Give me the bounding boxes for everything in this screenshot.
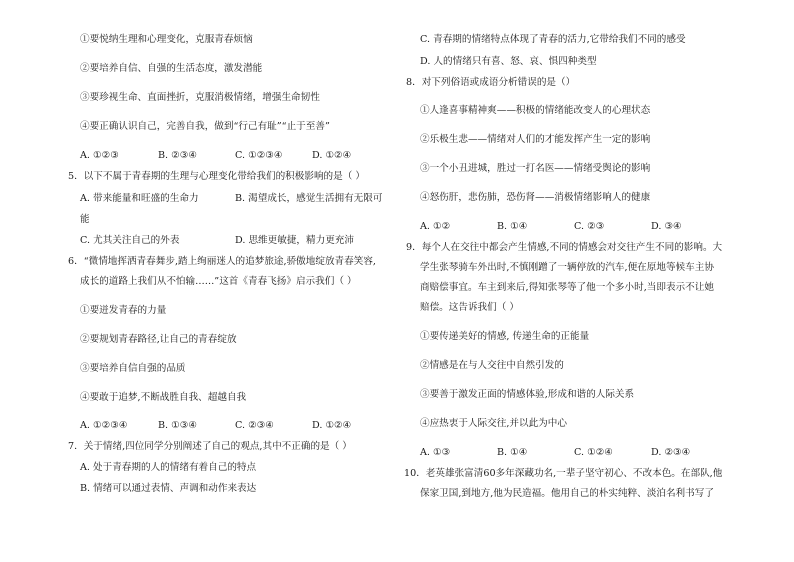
q4-item-3: ③要珍视生命、直面挫折，克服消极情绪，增强生命韧性: [80, 92, 320, 103]
q4-option-d: D. ①②④: [312, 150, 352, 161]
q10-stem-line-2: 保家卫国,到地方,他为民造福。他用自己的朴实纯粹、淡泊名利书写了: [420, 488, 714, 499]
q9-stem-line-3: 商赔偿事宜。车主到来后,得知张琴等了他一个多小时,当即表示不让她: [420, 282, 714, 293]
q5-option-c: C. 尤其关注自己的外表: [80, 235, 180, 246]
q8-option-b: B. ①④: [497, 221, 528, 232]
q5-option-a: A. 带来能量和旺盛的生命力: [80, 193, 199, 204]
q5-option-b: B. 渴望成长，感觉生活拥有无限可: [235, 193, 383, 204]
q6-item-3: ③要培养自信自强的品质: [80, 363, 186, 374]
q6-option-c: C. ②③④: [235, 420, 274, 431]
q4-item-1: ①要悦纳生理和心理变化，克服青春烦恼: [80, 34, 253, 45]
q8-option-c: C. ②③: [574, 221, 605, 232]
q4-item-4: ④要正确认识自己，完善自我，做到“行己有耻”“止于至善”: [80, 121, 330, 132]
q6-option-b: B. ①③④: [158, 420, 197, 431]
q5-stem: 5．以下不属于青春期的生理与心理变化带给我们的积极影响的是（ ）: [68, 171, 365, 182]
q9-stem-line-4: 赔偿。这告诉我们（ ）: [420, 302, 519, 313]
q6-item-2: ②要规划青春路径,让自己的青春绽放: [80, 334, 237, 345]
q9-option-d: D. ②③④: [651, 447, 691, 458]
q9-item-4: ④应热衷于人际交往,并以此为中心: [420, 418, 567, 429]
q9-item-2: ②情感是在与人交往中自然引发的: [420, 360, 564, 371]
q9-stem-line-1: 9．每个人在交往中都会产生情感,不同的情感会对交往产生不同的影响。大: [406, 242, 723, 253]
q9-option-b: B. ①④: [497, 447, 528, 458]
q9-option-c: C. ①②④: [574, 447, 613, 458]
q6-option-d: D. ①②④: [312, 420, 352, 431]
q8-item-4: ④怒伤肝，悲伤肺，恐伤肾——消极情绪影响人的健康: [420, 192, 651, 203]
q6-option-a: A. ①②③④: [80, 420, 128, 431]
q7-stem: 7．关于情绪,四位同学分别阐述了自己的观点,其中不正确的是（ ）: [68, 441, 352, 452]
q8-option-a: A. ①②: [420, 221, 451, 232]
q7-option-a: A. 处于青春期的人的情绪有着自己的特点: [80, 462, 257, 473]
q6-stem-line-2: 成长的道路上我们从不怕输……”这首《青春飞扬》启示我们（ ）: [80, 276, 357, 287]
q9-stem-line-2: 学生张琴骑车外出时,不慎刚蹭了一辆停放的汽车,便在原地等候车主协: [420, 262, 714, 273]
q8-stem: 8．对下列俗语或成语分析错误的是（）: [406, 77, 576, 88]
q8-item-1: ①人逢喜事精神爽——积极的情绪能改变人的心理状态: [420, 105, 651, 116]
q9-item-3: ③要善于激发正面的情感体验,形成和谐的人际关系: [420, 389, 635, 400]
q4-option-b: B. ②③④: [158, 150, 197, 161]
q5-option-b-continued: 能: [80, 214, 90, 225]
q10-stem-line-1: 10．老英雄张富清60多年深藏功名,一辈子坚守初心、不改本色。在部队,他: [404, 468, 723, 479]
q4-option-c: C. ①②③④: [235, 150, 283, 161]
q4-item-2: ②要培养自信、自强的生活态度，激发潜能: [80, 63, 263, 74]
q6-item-1: ①要迸发青春的力量: [80, 305, 167, 316]
q7-option-d: D. 人的情绪只有喜、怒、哀、惧四种类型: [420, 56, 597, 67]
q6-stem-line-1: 6．“微情地挥洒青春舞步,踏上绚丽迷人的追梦旅途,骄傲地绽放青春笑容,: [68, 256, 376, 267]
q4-option-a: A. ①②③: [80, 150, 119, 161]
q5-option-d: D. 思维更敏捷，精力更充沛: [235, 235, 354, 246]
q8-item-2: ②乐极生悲——情绪对人们的才能发挥产生一定的影响: [420, 134, 651, 145]
q9-item-1: ①要传递美好的情感, 传递生命的正能量: [420, 331, 590, 342]
q7-option-c: C. 青春期的情绪特点体现了青春的活力,它带给我们不同的感受: [420, 34, 686, 45]
q9-option-a: A. ①③: [420, 447, 451, 458]
q6-item-4: ④要敢于追梦,不断战胜自我、超越自我: [80, 392, 247, 403]
q7-option-b: B. 情绪可以通过表情、声调和动作来表达: [80, 483, 257, 494]
q8-option-d: D. ③④: [651, 221, 682, 232]
q8-item-3: ③一个小丑进城，胜过一打名医——情绪受舆论的影响: [420, 163, 651, 174]
